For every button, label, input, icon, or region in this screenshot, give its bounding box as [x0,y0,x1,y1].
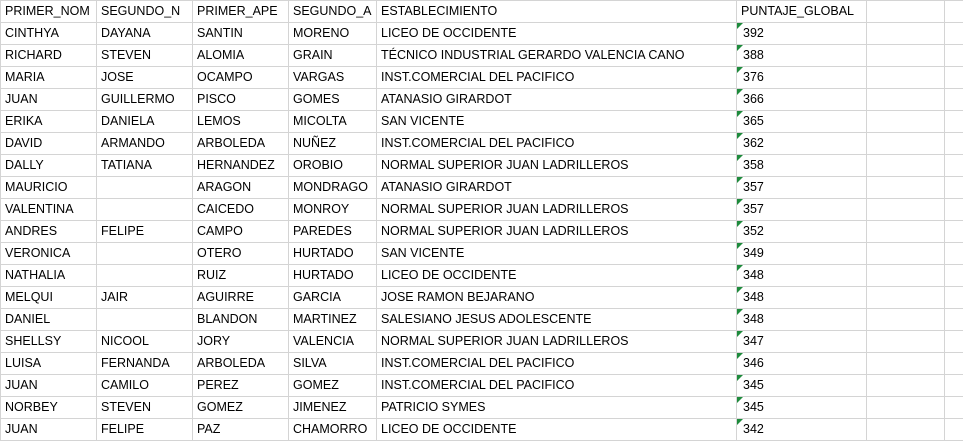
score-value: 376 [743,70,764,84]
cell-extra1[interactable] [867,397,945,419]
cell-establecimiento[interactable]: ATANASIO GIRARDOT [377,177,737,199]
table-row [1,243,963,265]
cell-primer_nombre[interactable]: RICHARD [1,45,97,67]
score-value: 348 [743,290,764,304]
cell-extra1[interactable] [867,287,945,309]
score-value: 345 [743,400,764,414]
cell-primer_apellido[interactable]: AGUIRRE [193,287,289,309]
score-value: 358 [743,158,764,172]
score-value: 362 [743,136,764,150]
cell-segundo_nombre[interactable]: TATIANA [97,155,193,177]
cell-primer_nombre[interactable]: DANIEL [1,309,97,331]
cell-primer_nombre[interactable]: VALENTINA [1,199,97,221]
cell-puntaje_global[interactable] [737,23,867,45]
cell-extra2[interactable] [945,265,963,287]
cell-establecimiento[interactable]: INST.COMERCIAL DEL PACIFICO [377,133,737,155]
cell-segundo_nombre[interactable]: STEVEN [97,45,193,67]
column-header-extra2[interactable] [945,1,963,23]
cell-segundo_nombre[interactable]: FELIPE [97,221,193,243]
cell-extra1[interactable] [867,353,945,375]
cell-establecimiento[interactable]: SAN VICENTE [377,243,737,265]
table-row [1,155,963,177]
cell-primer_apellido[interactable]: GOMEZ [193,397,289,419]
cell-puntaje_global[interactable] [737,111,867,133]
cell-puntaje_global[interactable] [737,309,867,331]
cell-extra2[interactable] [945,243,963,265]
cell-primer_nombre[interactable]: JUAN [1,419,97,441]
cell-extra1[interactable] [867,199,945,221]
cell-establecimiento[interactable]: NORMAL SUPERIOR JUAN LADRILLEROS [377,221,737,243]
cell-segundo_apellido[interactable]: OROBIO [289,155,377,177]
cell-primer_nombre[interactable]: SHELLSY [1,331,97,353]
column-header-puntaje_global[interactable]: PUNTAJE_GLOBAL [737,1,867,23]
cell-puntaje_global[interactable] [737,353,867,375]
column-header-establecimiento[interactable]: ESTABLECIMIENTO [377,1,737,23]
cell-puntaje_global[interactable] [737,265,867,287]
cell-extra2[interactable] [945,397,963,419]
cell-primer_nombre[interactable]: LUISA [1,353,97,375]
cell-primer_apellido[interactable]: PISCO [193,89,289,111]
cell-segundo_apellido[interactable]: GARCIA [289,287,377,309]
cell-primer_apellido[interactable]: ARAGON [193,177,289,199]
column-header-extra1[interactable] [867,1,945,23]
table-row [1,111,963,133]
cell-establecimiento[interactable]: JOSE RAMON BEJARANO [377,287,737,309]
column-header-segundo_nombre[interactable]: SEGUNDO_N [97,1,193,23]
cell-puntaje_global[interactable] [737,89,867,111]
cell-segundo_nombre[interactable] [97,199,193,221]
score-value: 357 [743,180,764,194]
cell-primer_nombre[interactable]: MARIA [1,67,97,89]
cell-establecimiento[interactable]: TÉCNICO INDUSTRIAL GERARDO VALENCIA CANO [377,45,737,67]
cell-segundo_nombre[interactable]: JOSE [97,67,193,89]
table-row [1,397,963,419]
cell-primer_nombre[interactable]: ERIKA [1,111,97,133]
table-row [1,419,963,441]
table-header-row [1,1,963,23]
cell-segundo_apellido[interactable]: VARGAS [289,67,377,89]
cell-segundo_nombre[interactable]: DANIELA [97,111,193,133]
cell-extra2[interactable] [945,287,963,309]
cell-primer_nombre[interactable]: CINTHYA [1,23,97,45]
cell-segundo_apellido[interactable]: GOMEZ [289,375,377,397]
cell-extra2[interactable] [945,177,963,199]
cell-puntaje_global[interactable] [737,45,867,67]
cell-primer_nombre[interactable]: ANDRES [1,221,97,243]
cell-segundo_nombre[interactable]: JAIR [97,287,193,309]
cell-segundo_apellido[interactable]: HURTADO [289,243,377,265]
table-row [1,89,963,111]
cell-extra2[interactable] [945,419,963,441]
cell-primer_nombre[interactable]: DALLY [1,155,97,177]
table-row [1,287,963,309]
cell-extra2[interactable] [945,133,963,155]
cell-puntaje_global[interactable] [737,199,867,221]
cell-segundo_apellido[interactable]: MICOLTA [289,111,377,133]
cell-extra1[interactable] [867,67,945,89]
cell-primer_apellido[interactable]: OTERO [193,243,289,265]
cell-extra2[interactable] [945,23,963,45]
cell-segundo_apellido[interactable]: MORENO [289,23,377,45]
cell-segundo_nombre[interactable]: FERNANDA [97,353,193,375]
cell-segundo_apellido[interactable]: GOMES [289,89,377,111]
cell-extra2[interactable] [945,309,963,331]
cell-primer_nombre[interactable]: NATHALIA [1,265,97,287]
table-row [1,221,963,243]
cell-extra2[interactable] [945,199,963,221]
cell-extra1[interactable] [867,375,945,397]
cell-puntaje_global[interactable] [737,419,867,441]
score-value: 342 [743,422,764,436]
cell-primer_nombre[interactable]: DAVID [1,133,97,155]
cell-segundo_apellido[interactable]: HURTADO [289,265,377,287]
table-row [1,353,963,375]
score-value: 346 [743,356,764,370]
table-row [1,309,963,331]
cell-primer_nombre[interactable]: NORBEY [1,397,97,419]
cell-primer_apellido[interactable]: LEMOS [193,111,289,133]
cell-primer_apellido[interactable]: RUIZ [193,265,289,287]
cell-establecimiento[interactable]: SALESIANO JESUS ADOLESCENTE [377,309,737,331]
cell-establecimiento[interactable]: NORMAL SUPERIOR JUAN LADRILLEROS [377,331,737,353]
table-row [1,199,963,221]
cell-extra1[interactable] [867,265,945,287]
score-value: 392 [743,26,764,40]
cell-primer_apellido[interactable]: PAZ [193,419,289,441]
table-row [1,23,963,45]
cell-segundo_nombre[interactable]: DAYANA [97,23,193,45]
cell-extra1[interactable] [867,309,945,331]
table-row [1,265,963,287]
cell-segundo_nombre[interactable] [97,265,193,287]
cell-segundo_apellido[interactable]: PAREDES [289,221,377,243]
cell-establecimiento[interactable]: LICEO DE OCCIDENTE [377,419,737,441]
score-value: 348 [743,312,764,326]
cell-segundo_nombre[interactable]: GUILLERMO [97,89,193,111]
cell-extra1[interactable] [867,89,945,111]
cell-primer_apellido[interactable]: CAMPO [193,221,289,243]
table-row [1,331,963,353]
cell-puntaje_global[interactable] [737,397,867,419]
cell-segundo_nombre[interactable]: ARMANDO [97,133,193,155]
cell-extra2[interactable] [945,45,963,67]
cell-extra2[interactable] [945,353,963,375]
cell-segundo_apellido[interactable]: VALENCIA [289,331,377,353]
cell-primer_apellido[interactable]: ARBOLEDA [193,133,289,155]
cell-extra2[interactable] [945,375,963,397]
cell-puntaje_global[interactable] [737,221,867,243]
cell-segundo_nombre[interactable] [97,177,193,199]
cell-puntaje_global[interactable] [737,177,867,199]
cell-establecimiento[interactable]: PATRICIO SYMES [377,397,737,419]
score-value: 365 [743,114,764,128]
cell-puntaje_global[interactable] [737,375,867,397]
cell-segundo_nombre[interactable]: CAMILO [97,375,193,397]
table-row [1,133,963,155]
cell-primer_apellido[interactable]: OCAMPO [193,67,289,89]
cell-puntaje_global[interactable] [737,67,867,89]
cell-extra1[interactable] [867,111,945,133]
column-header-primer_nombre[interactable]: PRIMER_NOM [1,1,97,23]
cell-primer_apellido[interactable]: BLANDON [193,309,289,331]
cell-establecimiento[interactable]: INST.COMERCIAL DEL PACIFICO [377,67,737,89]
cell-extra1[interactable] [867,221,945,243]
score-value: 345 [743,378,764,392]
cell-segundo_apellido[interactable]: MONDRAGO [289,177,377,199]
cell-segundo_nombre[interactable]: STEVEN [97,397,193,419]
cell-primer_nombre[interactable]: JUAN [1,375,97,397]
cell-primer_apellido[interactable]: ALOMIA [193,45,289,67]
cell-extra2[interactable] [945,331,963,353]
score-value: 352 [743,224,764,238]
score-value: 388 [743,48,764,62]
cell-establecimiento[interactable]: NORMAL SUPERIOR JUAN LADRILLEROS [377,199,737,221]
cell-segundo_apellido[interactable]: SILVA [289,353,377,375]
cell-primer_nombre[interactable]: JUAN [1,89,97,111]
cell-segundo_nombre[interactable] [97,243,193,265]
column-header-primer_apellido[interactable]: PRIMER_APE [193,1,289,23]
cell-extra2[interactable] [945,111,963,133]
cell-primer_apellido[interactable]: CAICEDO [193,199,289,221]
table-body [1,1,963,441]
cell-primer_apellido[interactable]: SANTIN [193,23,289,45]
cell-establecimiento[interactable]: ATANASIO GIRARDOT [377,89,737,111]
cell-segundo_nombre[interactable]: NICOOL [97,331,193,353]
table-row [1,67,963,89]
score-value: 347 [743,334,764,348]
cell-extra1[interactable] [867,243,945,265]
cell-puntaje_global[interactable] [737,331,867,353]
cell-primer_apellido[interactable]: HERNANDEZ [193,155,289,177]
score-value: 357 [743,202,764,216]
score-value: 349 [743,246,764,260]
cell-segundo_nombre[interactable]: FELIPE [97,419,193,441]
cell-puntaje_global[interactable] [737,287,867,309]
cell-puntaje_global[interactable] [737,133,867,155]
cell-extra2[interactable] [945,221,963,243]
score-value: 348 [743,268,764,282]
cell-extra1[interactable] [867,133,945,155]
cell-segundo_apellido[interactable]: NUÑEZ [289,133,377,155]
cell-extra2[interactable] [945,89,963,111]
cell-primer_apellido[interactable]: PEREZ [193,375,289,397]
cell-extra2[interactable] [945,67,963,89]
cell-puntaje_global[interactable] [737,155,867,177]
cell-establecimiento[interactable]: INST.COMERCIAL DEL PACIFICO [377,375,737,397]
cell-primer_apellido[interactable]: ARBOLEDA [193,353,289,375]
table-row [1,375,963,397]
cell-extra2[interactable] [945,155,963,177]
table-row [1,177,963,199]
score-value: 366 [743,92,764,106]
cell-segundo_apellido[interactable]: MONROY [289,199,377,221]
cell-extra1[interactable] [867,155,945,177]
cell-primer_apellido[interactable]: JORY [193,331,289,353]
cell-establecimiento[interactable]: LICEO DE OCCIDENTE [377,23,737,45]
cell-primer_nombre[interactable]: MELQUI [1,287,97,309]
cell-primer_nombre[interactable]: VERONICA [1,243,97,265]
table-row [1,45,963,67]
cell-establecimiento[interactable]: LICEO DE OCCIDENTE [377,265,737,287]
cell-segundo_apellido[interactable]: GRAIN [289,45,377,67]
cell-segundo_apellido[interactable]: JIMENEZ [289,397,377,419]
cell-segundo_nombre[interactable] [97,309,193,331]
cell-establecimiento[interactable]: INST.COMERCIAL DEL PACIFICO [377,353,737,375]
cell-establecimiento[interactable]: SAN VICENTE [377,111,737,133]
cell-extra1[interactable] [867,23,945,45]
cell-extra1[interactable] [867,419,945,441]
cell-segundo_apellido[interactable]: CHAMORRO [289,419,377,441]
column-header-segundo_apellido[interactable]: SEGUNDO_A [289,1,377,23]
cell-extra1[interactable] [867,45,945,67]
cell-segundo_apellido[interactable]: MARTINEZ [289,309,377,331]
cell-primer_nombre[interactable]: MAURICIO [1,177,97,199]
cell-establecimiento[interactable]: NORMAL SUPERIOR JUAN LADRILLEROS [377,155,737,177]
cell-extra1[interactable] [867,177,945,199]
cell-puntaje_global[interactable] [737,243,867,265]
cell-extra1[interactable] [867,331,945,353]
